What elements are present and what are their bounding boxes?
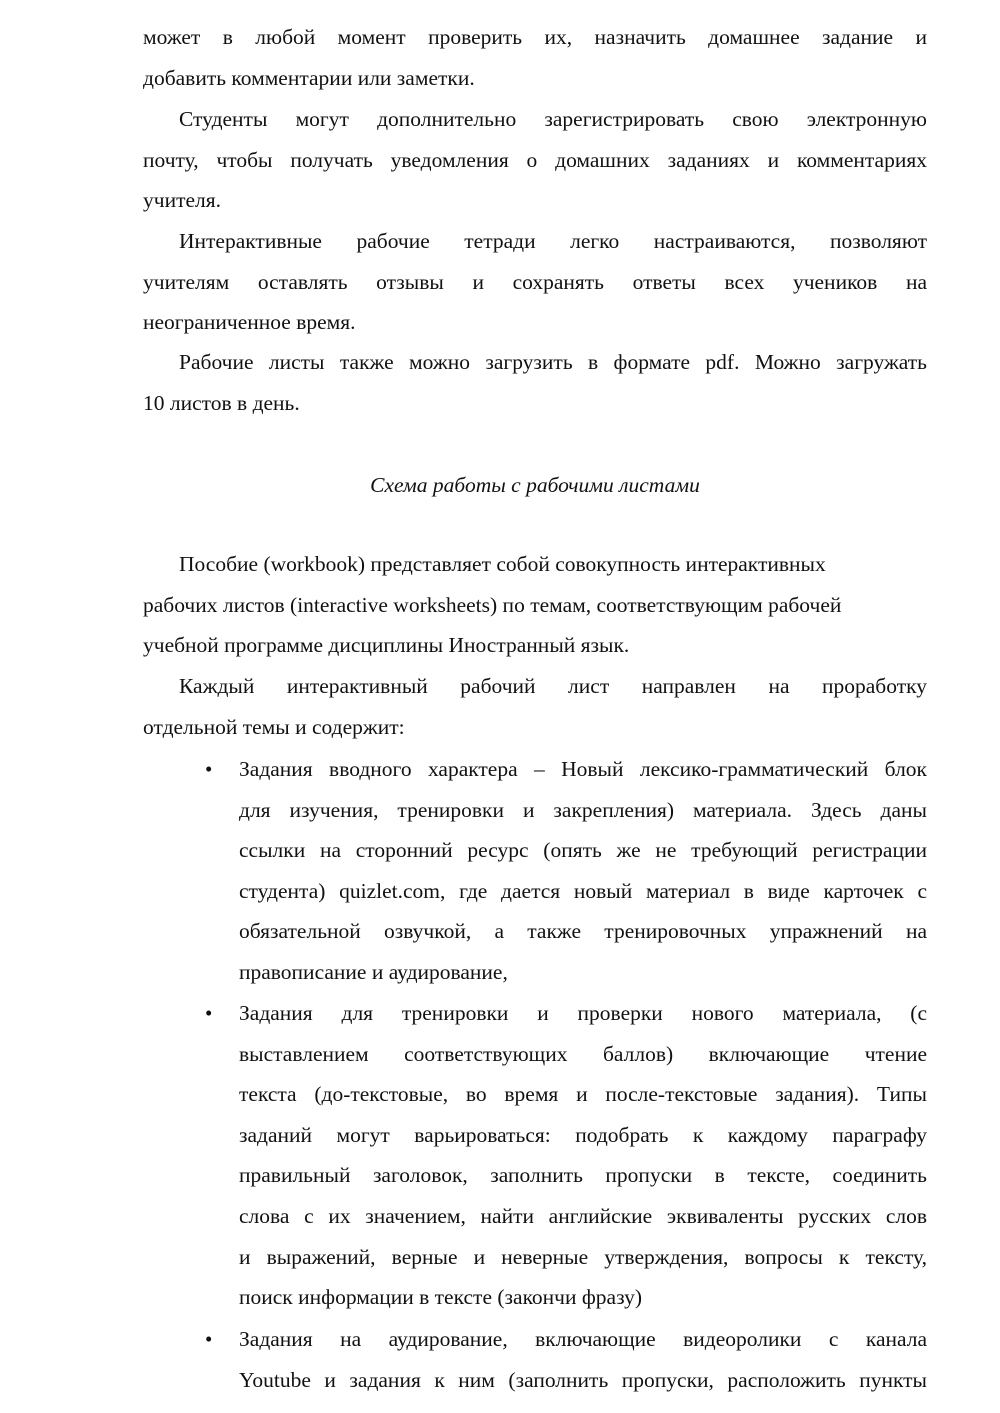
- text-line: учителям оставлять отзывы и сохранять ответы всех учеников на: [143, 269, 927, 294]
- text-line: отдельной темы и содержит:: [143, 714, 405, 739]
- list-item-text: [239, 993, 927, 1318]
- text-line: поиск информации в тексте (закончи фразу): [239, 1285, 643, 1310]
- text-line: рабочих листов (interactive worksheets) по темам, соответствующим рабочей: [143, 592, 842, 617]
- paragraph-interactive-workbooks: [143, 221, 927, 343]
- text-line: слова с их значением, найти английские эквиваленты русских слов: [239, 1203, 927, 1228]
- text-line: ссылки на сторонний ресурс (опять же не требующий регистрации: [239, 838, 927, 863]
- text-line: студента) quizlet.com, где дается новый материал в виде карточек с: [239, 878, 927, 903]
- text-line: учебной программе дисциплины Иностранный язык.: [143, 633, 630, 658]
- text-line: обязательной озвучкой, а также тренировочных упражнений на: [239, 919, 927, 944]
- list-item-text: [239, 1319, 927, 1400]
- text-line: текста (до-текстовые, во время и после-текстовые задания). Типы: [239, 1082, 927, 1107]
- text-line: выставлением соответствующих баллов) включающие чтение: [239, 1041, 927, 1066]
- paragraph-worksheet-contents: [143, 666, 927, 747]
- paragraph-continuation: [143, 17, 927, 98]
- text-line: Задания для тренировки и проверки нового материала, (с: [239, 1001, 927, 1025]
- text-line: добавить комментарии или заметки.: [143, 65, 475, 90]
- text-line: Интерактивные рабочие тетради легко настраиваются, позволяют: [179, 229, 927, 253]
- paragraph-student-email: [143, 99, 927, 221]
- list-item-text: [239, 749, 927, 993]
- text-line: Задания на аудирование, включающие видеоролики с канала: [239, 1327, 927, 1351]
- section-heading: Схема работы с рабочими листами: [370, 473, 700, 497]
- text-line: для изучения, тренировки и закрепления) материала. Здесь даны: [239, 797, 927, 822]
- paragraph-workbook-definition: [143, 544, 927, 666]
- text-line: неограниченное время.: [143, 310, 356, 335]
- paragraph-pdf-upload: [143, 342, 927, 423]
- bullet-icon: •: [205, 757, 213, 781]
- text-line: учителя.: [143, 188, 222, 213]
- text-line: заданий могут варьироваться: подобрать к каждому параграфу: [239, 1122, 927, 1147]
- text-line: 10 листов в день.: [143, 390, 300, 415]
- text-line: Youtube и задания к ним (заполнить пропуски, расположить пункты: [239, 1367, 927, 1392]
- text-line: Студенты могут дополнительно зарегистрировать свою электронную: [179, 107, 927, 131]
- text-line: правописание и аудирование,: [239, 959, 508, 984]
- bullet-icon: •: [205, 1327, 213, 1351]
- text-line: почту, чтобы получать уведомления о домашних заданиях и комментариях: [143, 147, 927, 172]
- text-line: правильный заголовок, заполнить пропуски в тексте, соединить: [239, 1163, 927, 1188]
- bullet-icon: •: [205, 1001, 213, 1025]
- text-line: может в любой момент проверить их, назначить домашнее задание и: [143, 25, 927, 49]
- text-line: Пособие (workbook) представляет собой совокупность интерактивных: [179, 552, 826, 576]
- text-line: Каждый интерактивный рабочий лист направлен на проработку: [179, 674, 927, 698]
- text-line: Задания вводного характера – Новый лексико-грамматический блок: [239, 757, 927, 781]
- text-line: Рабочие листы также можно загрузить в формате pdf. Можно загружать: [179, 350, 927, 374]
- text-line: и выражений, верные и неверные утверждения, вопросы к тексту,: [239, 1244, 927, 1269]
